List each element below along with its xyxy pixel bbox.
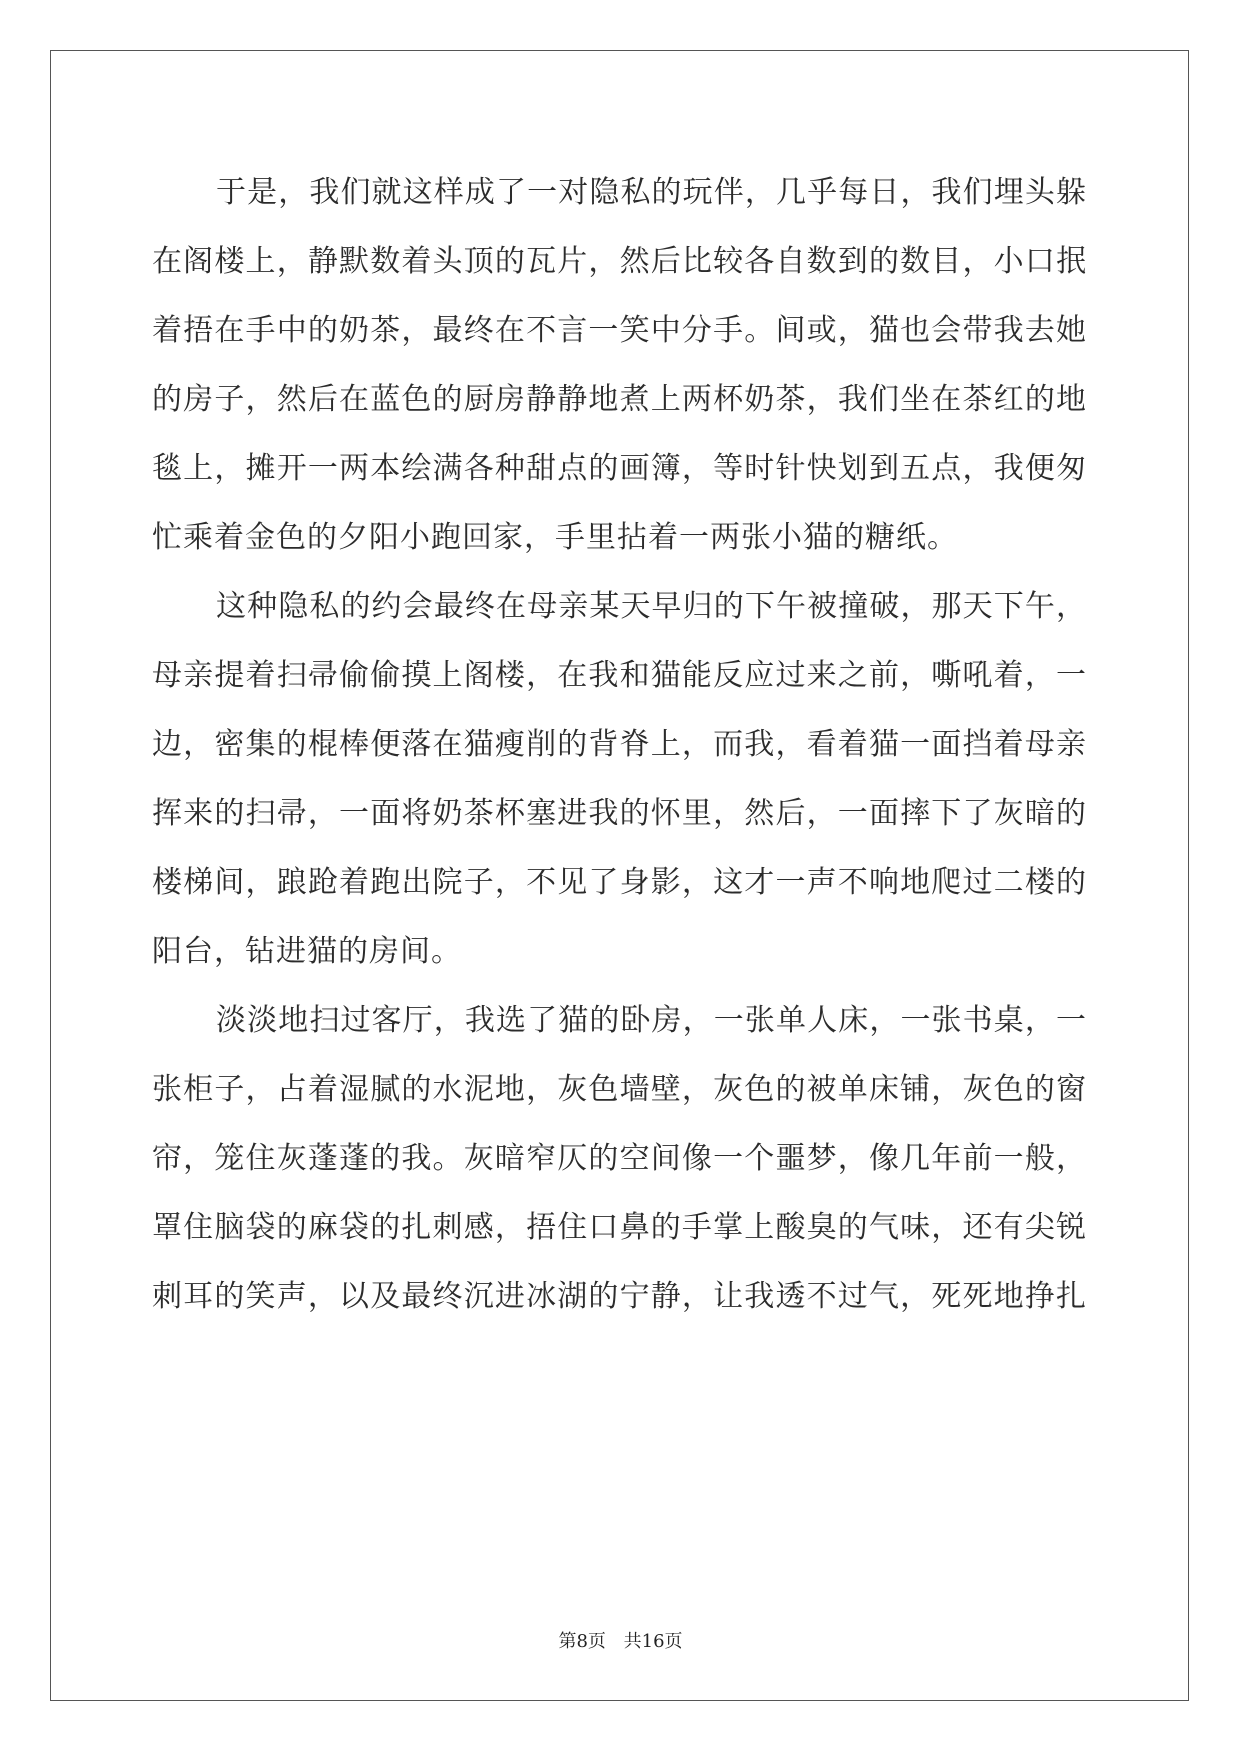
- paragraph-1-line-1: 于是，我们就这样成了一对隐私的玩伴，几乎每日，我们埋头躲: [216, 175, 1087, 210]
- paragraph-1-line-2: 在阁楼上，静默数着头顶的瓦片，然后比较各自数到的数目，小口抿: [152, 244, 1087, 279]
- paragraph-2-line-3: 边，密集的棍棒便落在猫瘦削的背脊上，而我，看着猫一面挡着母亲: [152, 727, 1087, 762]
- paragraph-1-line-5: 毯上，摊开一两本绘满各种甜点的画簿，等时针快划到五点，我便匆: [152, 451, 1087, 486]
- paragraph-3-line-3: 帘，笼住灰蓬蓬的我。灰暗窄仄的空间像一个噩梦，像几年前一般，: [152, 1141, 1087, 1176]
- paragraph-2-line-1: 这种隐私的约会最终在母亲某天早归的下午被撞破，那天下午，: [216, 589, 1087, 624]
- page-footer: [0, 1627, 1241, 1653]
- paragraph-3-line-2: 张柜子，占着湿腻的水泥地，灰色墙壁，灰色的被单床铺，灰色的窗: [152, 1072, 1087, 1107]
- body-text: [152, 158, 1087, 1331]
- paragraph-3-line-1: 淡淡地扫过客厅，我选了猫的卧房，一张单人床，一张书桌，一: [216, 1003, 1087, 1038]
- current-page-number: 第8页: [558, 1631, 606, 1652]
- paragraph-2-line-6: 阳台，钻进猫的房间。: [152, 934, 462, 969]
- paragraph-1-line-6: 忙乘着金色的夕阳小跑回家，手里拈着一两张小猫的糖纸。: [152, 520, 958, 555]
- total-page-count: 共16页: [623, 1631, 683, 1652]
- paragraph-1-line-3: 着捂在手中的奶茶，最终在不言一笑中分手。间或，猫也会带我去她: [152, 313, 1087, 348]
- paragraph-2-line-4: 挥来的扫帚，一面将奶茶杯塞进我的怀里，然后，一面摔下了灰暗的: [152, 796, 1087, 831]
- paragraph-2-line-5: 楼梯间，踉跄着跑出院子，不见了身影，这才一声不响地爬过二楼的: [152, 865, 1087, 900]
- paragraph-3-line-5: 刺耳的笑声，以及最终沉进冰湖的宁静，让我透不过气，死死地挣扎: [152, 1279, 1087, 1314]
- paragraph-2-line-2: 母亲提着扫帚偷偷摸上阁楼，在我和猫能反应过来之前，嘶吼着，一: [152, 658, 1087, 693]
- paragraph-1-line-4: 的房子，然后在蓝色的厨房静静地煮上两杯奶茶，我们坐在茶红的地: [152, 382, 1087, 417]
- paragraph-3-line-4: 罩住脑袋的麻袋的扎刺感，捂住口鼻的手掌上酸臭的气味，还有尖锐: [152, 1210, 1087, 1245]
